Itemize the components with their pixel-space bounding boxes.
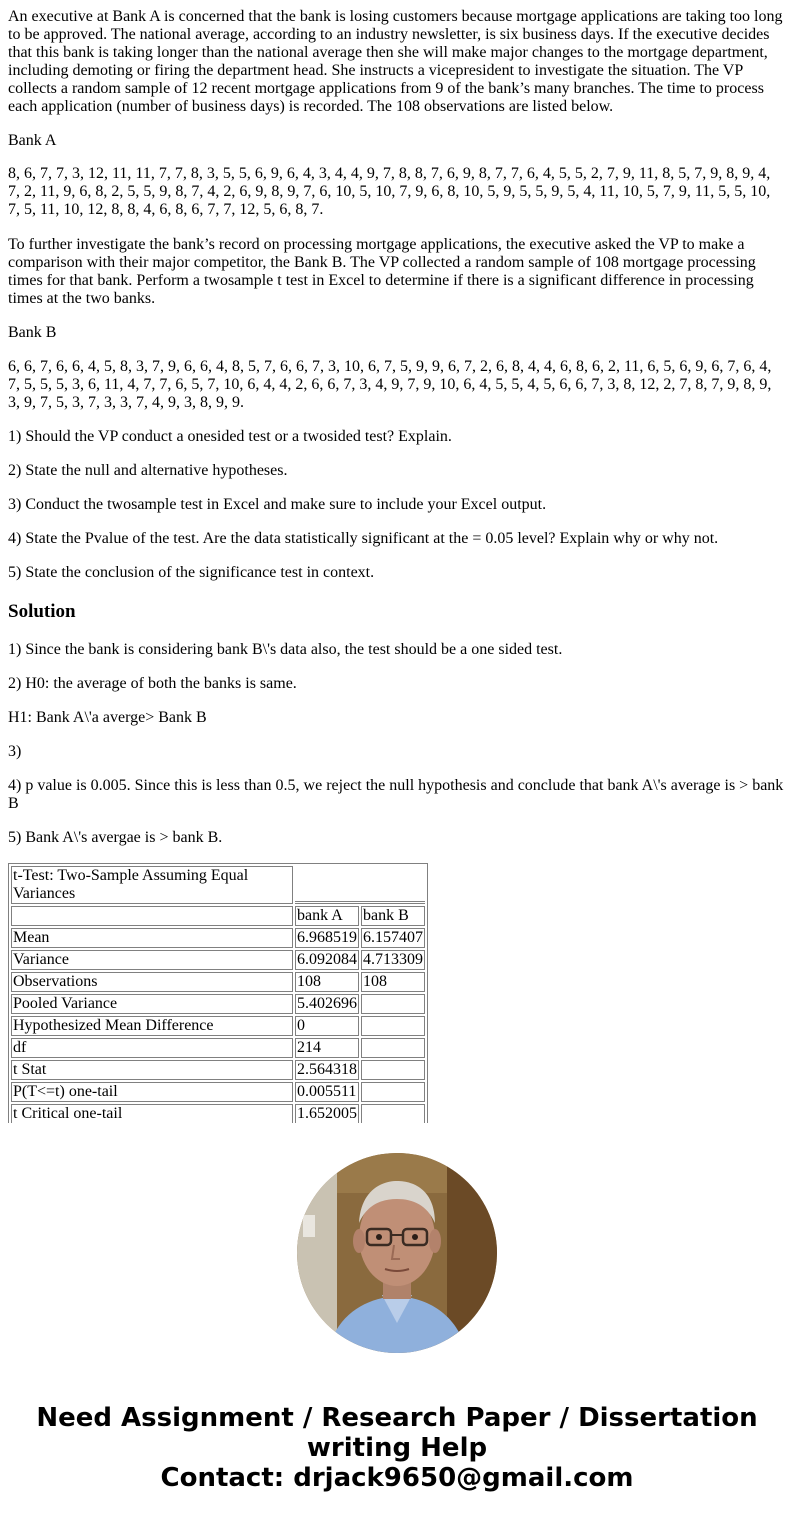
table-row	[11, 1082, 425, 1102]
table-row	[11, 994, 425, 1014]
column-header-bank-b: bank B	[361, 906, 425, 926]
question-3: 3) Conduct the twosample test in Excel and make sure to include your Excel output.	[8, 496, 547, 513]
row-label: Hypothesized Mean Difference	[11, 1016, 293, 1036]
bank-b-value	[361, 1038, 425, 1058]
table-row	[11, 906, 425, 926]
table-cell	[11, 906, 293, 926]
table-row	[11, 928, 425, 948]
bank-b-heading: Bank B	[8, 324, 57, 341]
bank-b-value: 6.157407	[363, 929, 423, 946]
table-row	[11, 950, 425, 970]
answer-2-alternative: H1: Bank A\'a averge> Bank B	[8, 709, 207, 726]
bank-a-value: 5.402696	[297, 995, 357, 1012]
table-row	[11, 866, 425, 904]
bank-a-value: 6.092084	[297, 951, 357, 968]
table-row	[11, 972, 425, 992]
answer-2-null: 2) H0: the average of both the banks is same.	[8, 675, 297, 692]
table-row	[11, 1060, 425, 1080]
table-row	[11, 1038, 425, 1058]
bank-b-value	[361, 1104, 425, 1123]
bank-a-value: 1.652005	[297, 1105, 357, 1122]
row-label: t Critical one-tail	[11, 1104, 293, 1123]
row-label: Pooled Variance	[11, 994, 293, 1014]
further-investigation: To further investigate the bank’s record on processing mortgage applications, the executive asked the VP to make a comparison with their major competitor, the Bank B. The VP collected a random sample of 108 mortgage processing times for that bank. Perform a twosample t test in Excel to determine if there is a significant difference in processing times at the two banks.	[8, 236, 756, 307]
column-header-bank-a: bank A	[295, 906, 359, 926]
row-label: Variance	[11, 950, 293, 970]
bank-b-value: 4.713309	[363, 951, 423, 968]
ttest-table	[8, 863, 428, 1123]
author-photo	[297, 1153, 497, 1353]
banner-line-2: writing Help	[306, 1433, 488, 1463]
portrait-image	[297, 1153, 497, 1353]
bank-a-value: 214	[295, 1038, 359, 1058]
banner-contact-email: Contact: drjack9650@gmail.com	[160, 1463, 634, 1493]
table-title: t-Test: Two-Sample Assuming Equal Variances	[11, 866, 293, 904]
solution-heading: Solution	[8, 601, 76, 622]
bank-a-value: 0.005511	[295, 1082, 359, 1102]
row-label: df	[11, 1038, 293, 1058]
bank-b-value	[361, 994, 425, 1014]
bank-b-value	[361, 1060, 425, 1080]
table-row	[11, 1016, 425, 1036]
bank-b-value	[361, 1082, 425, 1102]
row-label: t Stat	[11, 1060, 293, 1080]
contact-banner	[0, 1403, 794, 1493]
question-2: 2) State the null and alternative hypotheses.	[8, 462, 288, 479]
bank-a-heading: Bank A	[8, 132, 57, 149]
bank-b-data: 6, 6, 7, 6, 6, 4, 5, 8, 3, 7, 9, 6, 6, 4, 8, 5, 7, 6, 6, 7, 3, 10, 6, 7, 5, 9, 9, 6, 7, 2, 6, 8, 4, 4, 6, 8, 6, 2, 11, 6, 5, 6, 9, 6, 7, 6, 4, 7, 5, 5, 5, 3, 6, 11, 4, 7, 7, 6, 5, 7, 10, 6, 4, 4, 2, 6, 6, 7, 3, 4, 9, 7, 9, 10, 6, 4, 5, 5, 4, 5, 6, 6, 7, 3, 8, 12, 2, 7, 8, 7, 9, 8, 9, 3, 9, 7, 5, 3, 7, 3, 3, 7, 4, 9, 3, 8, 9, 9.	[8, 358, 772, 411]
banner-line-1: Need Assignment / Research Paper / Dissertation	[36, 1403, 758, 1433]
row-label: P(T<=t) one-tail	[11, 1082, 293, 1102]
bank-b-value	[361, 1016, 425, 1036]
bank-a-value: 6.968519	[297, 929, 357, 946]
bank-a-data: 8, 6, 7, 7, 3, 12, 11, 11, 7, 7, 8, 3, 5, 5, 6, 9, 6, 4, 3, 4, 4, 9, 7, 8, 8, 7, 6, 9, 8, 7, 7, 6, 4, 5, 5, 2, 7, 9, 11, 8, 5, 7, 9, 8, 9, 4, 7, 2, 11, 9, 6, 8, 2, 5, 5, 9, 8, 7, 4, 2, 6, 9, 8, 9, 7, 6, 10, 5, 10, 7, 9, 6, 8, 10, 5, 9, 5, 5, 9, 5, 4, 11, 10, 5, 7, 9, 11, 5, 5, 10, 7, 5, 11, 10, 12, 8, 8, 4, 6, 8, 6, 7, 7, 12, 5, 6, 8, 7.	[8, 165, 771, 218]
answer-3: 3)	[8, 743, 22, 760]
row-label: Observations	[11, 972, 293, 992]
bank-a-value: 0	[295, 1016, 359, 1036]
question-1: 1) Should the VP conduct a onesided test or a twosided test? Explain.	[8, 428, 452, 445]
table-cell	[295, 866, 425, 904]
row-label: Mean	[11, 928, 293, 948]
answer-1: 1) Since the bank is considering bank B\'s data also, the test should be a one sided test.	[8, 641, 563, 658]
question-5: 5) State the conclusion of the significance test in context.	[8, 564, 375, 581]
bank-b-value: 108	[361, 972, 425, 992]
question-4: 4) State the Pvalue of the test. Are the data statistically significant at the = 0.05 level? Explain why or why not.	[8, 530, 719, 547]
answer-4: 4) p value is 0.005. Since this is less than 0.5, we reject the null hypothesis and conclude that bank A\'s average is > bank B	[8, 777, 784, 812]
bank-a-value: 2.564318	[297, 1061, 357, 1078]
bank-a-value: 108	[295, 972, 359, 992]
ttest-table-wrapper	[8, 863, 428, 1123]
problem-intro: An executive at Bank A is concerned that the bank is losing customers because mortgage applications are taking too long to be approved. The national average, according to an industry newsletter, is six business days. If the executive decides that this bank is taking longer than the national average then she will make major changes to the mortgage department, including demoting or firing the department head. She instructs a vicepresident to investigate the situation. The VP collects a random sample of 12 recent mortgage applications from 9 of the bank’s many branches. The time to process each application (number of business days) is recorded. The 108 observations are listed below.	[8, 8, 783, 115]
table-row	[11, 1104, 425, 1123]
answer-5: 5) Bank A\'s avergae is > bank B.	[8, 829, 223, 846]
